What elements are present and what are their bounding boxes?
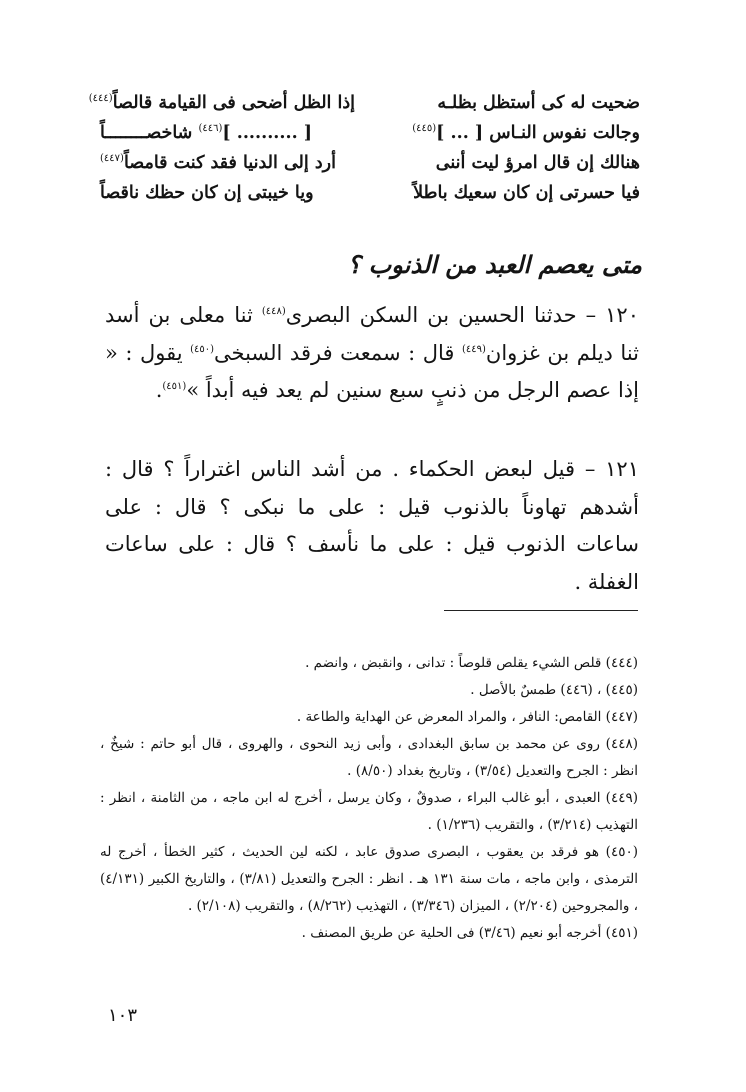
footnote: (٤٥٠) هو فرقد بن يعقوب ، البصرى صدوق عابد ، لكنه لين الحديث ، كثير الخطأ ، أخرج له الترمذى ، وابن ماجه ، مات سنة ١٣١ هـ . انظر : الجرح والتعديل (٣/٨١) ، والتاريخ الكبير (٤/١٣١) ، والمجروحين (٢/٢٠٤) ، الميزان (٣/٣٤٦) ، التهذيب (٨/٢٦٢) ، والتقريب (٢/١٠٨) .	[100, 844, 639, 914]
verse-second-hemistich: إذا الظل أضحى فى القيامة قالصاً$^{(٤٤٤)}$	[88, 93, 355, 113]
footnote: (٤٤٤) قلص الشيء يقلص قلوصاً : تدانى ، وانقبض ، وانضم .	[305, 655, 638, 671]
poem	[88, 88, 640, 208]
footnote: (٤٤٧) القامص: النافر ، والمراد المعرض عن الهداية والطاعة .	[296, 709, 638, 725]
verse	[100, 148, 640, 178]
page-number: ١٠٣	[108, 1005, 138, 1026]
verse-first-hemistich: ضحيت له كى أستظل بظلـه	[437, 93, 640, 113]
section-heading: متى يعصم العبد من الذنوب ؟	[347, 250, 642, 279]
verse-first-hemistich: فيا حسرتى إن كان سعيك باطلاً	[413, 183, 640, 203]
footnote-separator	[444, 610, 638, 611]
footnote-ref: (٤٤٥)	[412, 123, 437, 135]
verse-first-hemistich: وجالت نفوس النـاس [ ... ]$^{(٤٤٥)}$	[412, 123, 640, 143]
footnote-ref: (٤٤٨)	[261, 306, 286, 317]
paragraph-number: ١٢٠	[605, 303, 639, 327]
paragraph-120: ١٢٠ – حدثنا الحسين بن السكن البصرى$^{(٤٤٨)}$ ثنا معلى بن أسد ثنا ديلم بن غزوان$^{(٤٤٩)}$ قال : سمعت فرقد السبخى$^{(٤٥٠)}$ يقول : « إذا عصم الرجل من ذنبٍ سبع سنين لم يعد فيه أبداً »$^{(٤٥١)}$.	[105, 303, 640, 402]
verse	[100, 178, 640, 208]
footnotes	[100, 650, 638, 947]
footnote-ref: (٤٤٦)	[198, 123, 223, 135]
footnote-ref: (٤٤٧)	[100, 153, 124, 165]
footnote: (٤٤٩) العبدى ، أبو غالب البراء ، صدوقٌ ، وكان يرسل ، أخرج له ابن ماجه ، من الثامنة ، انظر : التهذيب (٣/٢١٤) ، والتقريب (١/٢٣٦) .	[100, 790, 638, 833]
paragraph-121: ١٢١ – قيل لبعض الحكماء . من أشد الناس اغتراراً ؟ قال : أشدهم تهاوناً بالذنوب قيل : على ما نبكى ؟ قال : على ساعات الذنوب قيل : على ما نأسف ؟ قال : على ساعات الغفلة .	[105, 457, 639, 594]
footnote-ref: (٤٥٠)	[190, 343, 215, 355]
verse	[88, 88, 640, 118]
footnote-ref: (٤٤٩)	[461, 343, 486, 355]
verse	[100, 118, 640, 148]
footnote-ref: (٤٤٤)	[88, 93, 113, 105]
footnote-ref: (٤٥١)	[162, 381, 187, 392]
verse-second-hemistich: ويا خيبتى إن كان حظك ناقصاً	[100, 183, 314, 203]
verse-second-hemistich: أرد إلى الدنيا فقد كنت قامصاً$^{(٤٤٧)}$	[100, 153, 336, 173]
verse-first-hemistich: هنالك إن قال امرؤ ليت أننى	[435, 153, 640, 173]
footnote: (٤٤٨) روى عن محمد بن سابق البغدادى ، وأبى زيد النحوى ، والهروى ، قال أبو حاتم : شيخٌ ، انظر : الجرح والتعديل (٣/٥٤) ، وتاريخ بغداد (٨/٥٠) .	[100, 736, 638, 779]
footnote: (٤٤٥) ، (٤٤٦) طمسٌ بالأصل .	[470, 682, 638, 698]
verse-second-hemistich: [ .......... ]$^{(٤٤٦)}$ شاخصــــــــاً	[100, 123, 313, 143]
footnote: (٤٥١) أخرجه أبو نعيم (٣/٤٦) فى الحلية عن طريق المصنف .	[301, 925, 638, 941]
paragraph-number: ١٢١	[605, 457, 639, 481]
